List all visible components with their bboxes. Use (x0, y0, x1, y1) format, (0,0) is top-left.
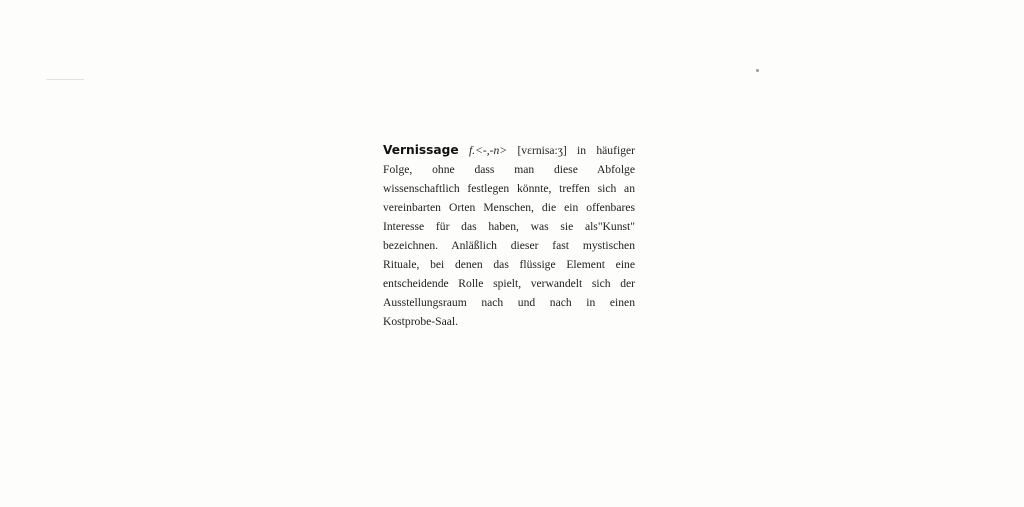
entry-line: Rituale, bei denen das flüssige Element eine (383, 258, 635, 271)
entry-line: Ausstellungsraum nach und nach in einen (383, 296, 635, 309)
pronunciation: [vɛrnisa:ʒ] (517, 144, 567, 157)
scan-artifact-line (46, 79, 84, 80)
entry-line: bezeichnen. Anläßlich dieser fast mystischen (383, 239, 635, 252)
headword: Vernissage (383, 143, 459, 157)
grammar-info: f.<-,-n> (468, 144, 508, 157)
scan-speck (756, 69, 759, 72)
entry-line: vereinbarten Orten Menschen, die ein offenbares (383, 201, 635, 214)
entry-line: Folge, ohne dass man diese Abfolge (383, 163, 635, 176)
entry-line-last: Kostprobe-Saal. (383, 315, 459, 328)
dictionary-entry (383, 141, 635, 331)
entry-line: Interesse für das haben, was sie als"Kunst" (383, 220, 635, 233)
entry-text-start: in häufiger (577, 144, 635, 157)
entry-line-1 (383, 141, 635, 160)
entry-line: wissenschaftlich festlegen könnte, treffen sich an (383, 182, 635, 195)
entry-line: entscheidende Rolle spielt, verwandelt sich der (383, 277, 635, 290)
